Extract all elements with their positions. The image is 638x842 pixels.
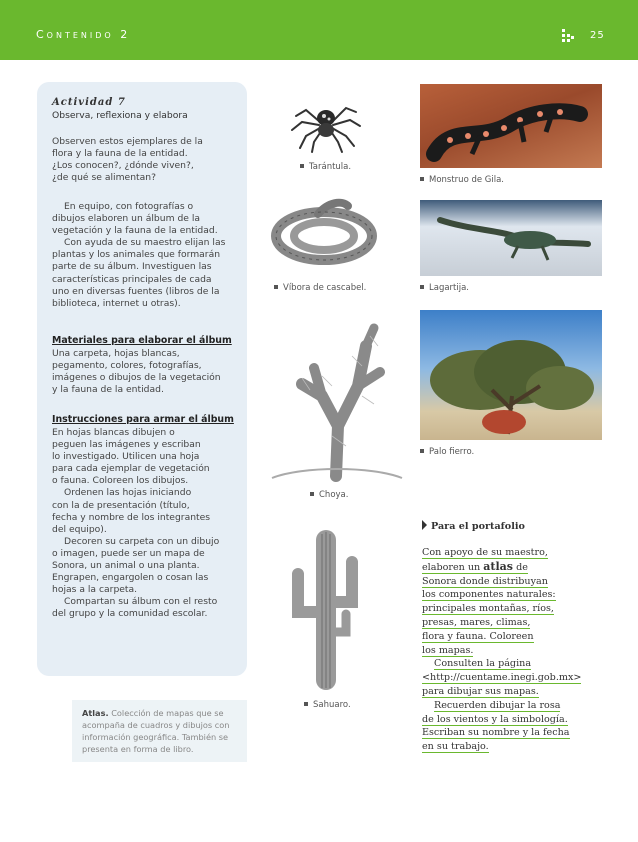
text-line: flora y fauna. Coloreen <box>422 630 534 642</box>
lizard-photo <box>420 200 602 276</box>
text-line: plantas y los animales que formarán <box>52 249 221 261</box>
rattlesnake-caption: Víbora de cascabel. <box>274 283 366 293</box>
sahuaro-caption: Sahuaro. <box>304 700 351 710</box>
glossary-text <box>82 707 242 755</box>
text-line: flora y la fauna de la entidad. <box>52 148 188 160</box>
text-line: Observen estos ejemplares de la <box>52 136 203 147</box>
rattlesnake-image <box>268 192 380 268</box>
activity-intro <box>52 136 242 184</box>
text-line: uno en diversas fuentes (libros de la <box>52 285 220 297</box>
choya-caption: Choya. <box>310 490 348 500</box>
instructions-heading: Instrucciones para armar el álbum <box>52 414 234 425</box>
text-line: con la de presentación (título, <box>52 499 190 511</box>
text-line: Recuerden dibujar la rosa <box>434 699 561 711</box>
glossary-line: presenta en forma de libro. <box>82 744 194 754</box>
text-line: hojas a la carpeta. <box>52 584 138 596</box>
text-line: ¿Los conocen?, ¿dónde viven?, <box>52 160 194 172</box>
text-line: lo investigado. Utilicen una hoja <box>52 451 200 463</box>
text-line: de <box>516 561 528 573</box>
gila-caption: Monstruo de Gila. <box>420 175 504 185</box>
tarantula-image <box>288 92 364 154</box>
text-line: presas, mares, climas, <box>422 616 531 628</box>
text-line: elaboren un <box>422 561 481 573</box>
text-line: principales montañas, ríos, <box>422 603 554 615</box>
text-line: Engrapen, engargolen o cosan las <box>52 572 209 584</box>
text-line: o imagen, puede ser un mapa de <box>52 547 205 559</box>
text-line: imágenes o dibujos de la vegetación <box>52 372 221 384</box>
text-line: y la fauna de la entidad. <box>52 384 164 396</box>
text-line: Sonora, un animal o una planta. <box>52 560 200 572</box>
text-line: peguen las imágenes y escriban <box>52 439 201 451</box>
glossary-line: información geográfica. También se <box>82 732 229 742</box>
choya-image <box>262 316 412 484</box>
materials-list <box>52 348 242 396</box>
text-line: de los vientos y la simbología. <box>422 713 568 725</box>
tarantula-caption: Tarántula. <box>300 162 351 172</box>
text-line: Consulten la página <box>434 658 532 670</box>
lizard-caption: Lagartija. <box>420 283 469 293</box>
gila-monster-photo <box>420 84 602 168</box>
text-line: dibujos elaboren un álbum de la <box>52 213 201 225</box>
palo-fierro-caption: Palo fierro. <box>420 447 474 457</box>
text-line: Sonora donde distribuyan <box>422 575 548 587</box>
text-line: vegetación y la fauna de la entidad. <box>52 225 218 237</box>
text-line: Con apoyo de su maestro, <box>422 547 548 558</box>
text-line: para dibujar sus mapas. <box>422 685 539 697</box>
text-line: o fauna. Coloreen los dibujos. <box>52 475 189 487</box>
palo-fierro-photo <box>420 310 602 440</box>
text-line: Escriban su nombre y la fecha <box>422 727 570 739</box>
activity-subtitle: Observa, reflexiona y elabora <box>52 110 188 121</box>
glossary-term: Atlas. <box>82 708 109 718</box>
activity-paragraph <box>52 201 242 310</box>
glossary-line: Colección de mapas que se <box>111 708 224 718</box>
inegi-link[interactable]: <http://cuentame.inegi.gob.mx> <box>422 672 582 684</box>
text-line: para cada ejemplar de vegetación <box>52 463 210 475</box>
text-line: Con ayuda de su maestro elijan las <box>64 237 226 249</box>
text-line: Una carpeta, hojas blancas, <box>52 348 180 359</box>
text-line: Compartan su álbum con el resto <box>64 596 218 608</box>
triangle-bullet-icon <box>422 520 427 530</box>
text-line: del equipo). <box>52 523 107 535</box>
text-line: los mapas. <box>422 644 474 656</box>
header-bar <box>0 0 638 60</box>
text-line: pegamento, colores, fotografías, <box>52 360 202 372</box>
portfolio-text <box>422 546 622 754</box>
sahuaro-image <box>282 522 368 692</box>
text-line: del grupo y la comunidad escolar. <box>52 608 208 620</box>
text-line: biblioteca, internet u otras). <box>52 297 181 309</box>
glossary-line: acompaña de cuadros y dibujos con <box>82 720 230 730</box>
text-line: En equipo, con fotografías o <box>64 201 194 212</box>
instructions-list <box>52 427 242 621</box>
materials-heading: Materiales para elaborar el álbum <box>52 335 232 346</box>
text-line: Decoren su carpeta con un dibujo <box>64 535 220 547</box>
text-line: fecha y nombre de los integrantes <box>52 511 211 523</box>
text-line: ¿de qué se alimentan? <box>52 172 156 184</box>
page-number: 25 <box>590 30 605 41</box>
atlas-term: atlas <box>483 559 514 573</box>
dots-logo-icon <box>562 29 574 45</box>
activity-title: Actividad 7 <box>52 97 126 108</box>
text-line: en su trabajo. <box>422 741 489 753</box>
text-line: características principales de cada <box>52 273 212 285</box>
portfolio-heading: Para el portafolio <box>422 520 525 532</box>
text-line: los componentes naturales: <box>422 589 556 601</box>
section-title: Contenido 2 <box>36 28 131 41</box>
text-line: En hojas blancas dibujen o <box>52 427 175 438</box>
text-line: parte de su álbum. Investiguen las <box>52 261 212 273</box>
text-line: Ordenen las hojas iniciando <box>64 487 192 499</box>
